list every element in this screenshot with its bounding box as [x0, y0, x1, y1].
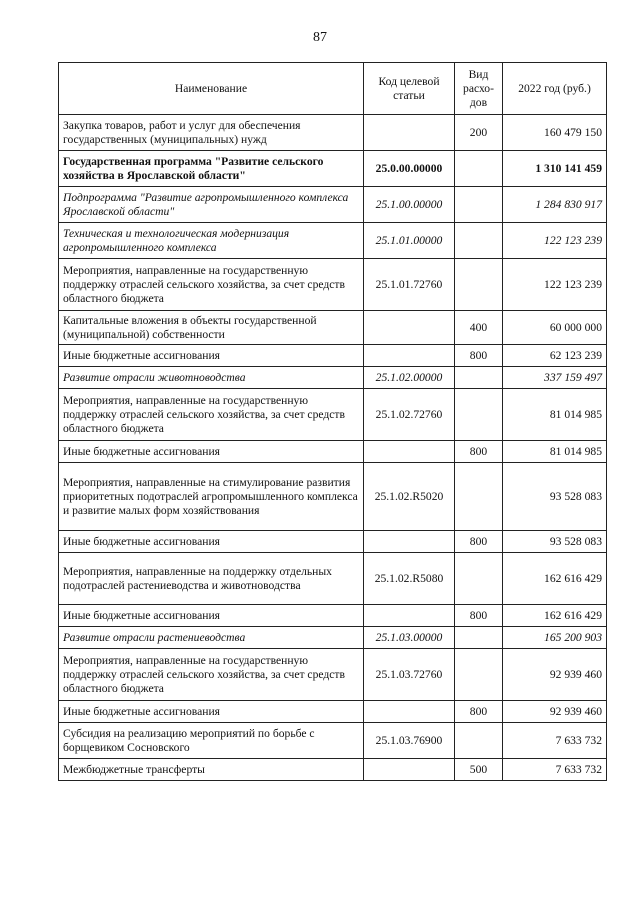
cell-code: 25.1.03.76900	[364, 723, 455, 759]
cell-code	[364, 605, 455, 627]
header-code: Код целевой статьи	[364, 63, 455, 115]
header-amount: 2022 год (руб.)	[503, 63, 607, 115]
table-row	[59, 627, 607, 649]
cell-type: 800	[455, 345, 503, 367]
header-name: Наименование	[59, 63, 364, 115]
cell-name: Межбюджетные трансферты	[59, 759, 364, 781]
cell-amount: 7 633 732	[503, 723, 607, 759]
cell-name: Развитие отрасли животноводства	[59, 367, 364, 389]
cell-amount: 92 939 460	[503, 649, 607, 701]
cell-name: Закупка товаров, работ и услуг для обеспечения государственных (муниципальных) нужд	[59, 115, 364, 151]
cell-amount: 337 159 497	[503, 367, 607, 389]
table-row	[59, 151, 607, 187]
table-row	[59, 463, 607, 531]
cell-amount: 81 014 985	[503, 441, 607, 463]
cell-code	[364, 115, 455, 151]
cell-type: 800	[455, 605, 503, 627]
cell-name: Иные бюджетные ассигнования	[59, 345, 364, 367]
table-row	[59, 441, 607, 463]
cell-type	[455, 553, 503, 605]
cell-type	[455, 223, 503, 259]
cell-name: Мероприятия, направленные на поддержку отдельных подотраслей растениеводства и животноводства	[59, 553, 364, 605]
cell-code	[364, 311, 455, 345]
table-row	[59, 553, 607, 605]
table-row	[59, 389, 607, 441]
cell-name: Мероприятия, направленные на государственную поддержку отраслей сельского хозяйства, за счет средств областного бюджета	[59, 259, 364, 311]
table-row	[59, 223, 607, 259]
table-row	[59, 605, 607, 627]
table-row	[59, 531, 607, 553]
cell-type: 800	[455, 531, 503, 553]
table-row	[59, 311, 607, 345]
cell-type: 800	[455, 701, 503, 723]
cell-amount: 165 200 903	[503, 627, 607, 649]
cell-name: Иные бюджетные ассигнования	[59, 531, 364, 553]
cell-code: 25.1.01.72760	[364, 259, 455, 311]
cell-type	[455, 627, 503, 649]
cell-code	[364, 701, 455, 723]
cell-amount: 1 310 141 459	[503, 151, 607, 187]
table-row	[59, 259, 607, 311]
table-row	[59, 345, 607, 367]
cell-amount: 160 479 150	[503, 115, 607, 151]
header-type: Вид расхо-дов	[455, 63, 503, 115]
cell-code: 25.1.02.R5080	[364, 553, 455, 605]
cell-type	[455, 463, 503, 531]
cell-amount: 92 939 460	[503, 701, 607, 723]
table-header-row	[59, 63, 607, 115]
cell-name: Иные бюджетные ассигнования	[59, 441, 364, 463]
table-row	[59, 367, 607, 389]
cell-amount: 162 616 429	[503, 605, 607, 627]
cell-type: 400	[455, 311, 503, 345]
cell-code: 25.1.03.00000	[364, 627, 455, 649]
table-row	[59, 115, 607, 151]
page-number: 87	[313, 30, 327, 45]
cell-amount: 93 528 083	[503, 531, 607, 553]
table-row	[59, 723, 607, 759]
cell-name: Развитие отрасли растениеводства	[59, 627, 364, 649]
cell-type	[455, 723, 503, 759]
cell-amount: 93 528 083	[503, 463, 607, 531]
cell-code	[364, 531, 455, 553]
table-row	[59, 701, 607, 723]
cell-code	[364, 441, 455, 463]
cell-code: 25.1.01.00000	[364, 223, 455, 259]
cell-name: Капитальные вложения в объекты государственной (муниципальной) собственности	[59, 311, 364, 345]
cell-amount: 162 616 429	[503, 553, 607, 605]
cell-code	[364, 345, 455, 367]
cell-name: Мероприятия, направленные на государственную поддержку отраслей сельского хозяйства, за счет средств областного бюджета	[59, 649, 364, 701]
cell-code: 25.1.03.72760	[364, 649, 455, 701]
cell-type	[455, 187, 503, 223]
cell-type	[455, 151, 503, 187]
cell-amount: 122 123 239	[503, 223, 607, 259]
cell-amount: 1 284 830 917	[503, 187, 607, 223]
table-row	[59, 759, 607, 781]
cell-amount: 60 000 000	[503, 311, 607, 345]
cell-type	[455, 389, 503, 441]
cell-name: Субсидия на реализацию мероприятий по борьбе с борщевиком Сосновского	[59, 723, 364, 759]
table-row	[59, 187, 607, 223]
cell-type: 200	[455, 115, 503, 151]
cell-type	[455, 649, 503, 701]
cell-name: Государственная программа "Развитие сельского хозяйства в Ярославской области"	[59, 151, 364, 187]
cell-code: 25.1.02.00000	[364, 367, 455, 389]
cell-code: 25.1.02.72760	[364, 389, 455, 441]
cell-type: 500	[455, 759, 503, 781]
cell-code: 25.0.00.00000	[364, 151, 455, 187]
cell-name: Мероприятия, направленные на стимулирование развития приоритетных подотраслей агропромышленного комплекса и развитие малых форм хозяйствования	[59, 463, 364, 531]
table-body	[59, 115, 607, 781]
cell-amount: 62 123 239	[503, 345, 607, 367]
cell-amount: 122 123 239	[503, 259, 607, 311]
cell-amount: 7 633 732	[503, 759, 607, 781]
cell-type	[455, 259, 503, 311]
cell-amount: 81 014 985	[503, 389, 607, 441]
cell-name: Иные бюджетные ассигнования	[59, 605, 364, 627]
cell-name: Техническая и технологическая модернизация агропромышленного комплекса	[59, 223, 364, 259]
cell-code: 25.1.02.R5020	[364, 463, 455, 531]
cell-name: Иные бюджетные ассигнования	[59, 701, 364, 723]
cell-code: 25.1.00.00000	[364, 187, 455, 223]
cell-name: Мероприятия, направленные на государственную поддержку отраслей сельского хозяйства, за счет средств областного бюджета	[59, 389, 364, 441]
cell-code	[364, 759, 455, 781]
budget-table	[58, 62, 607, 781]
cell-name: Подпрограмма "Развитие агропромышленного комплекса Ярославской области"	[59, 187, 364, 223]
table-row	[59, 649, 607, 701]
cell-type: 800	[455, 441, 503, 463]
cell-type	[455, 367, 503, 389]
